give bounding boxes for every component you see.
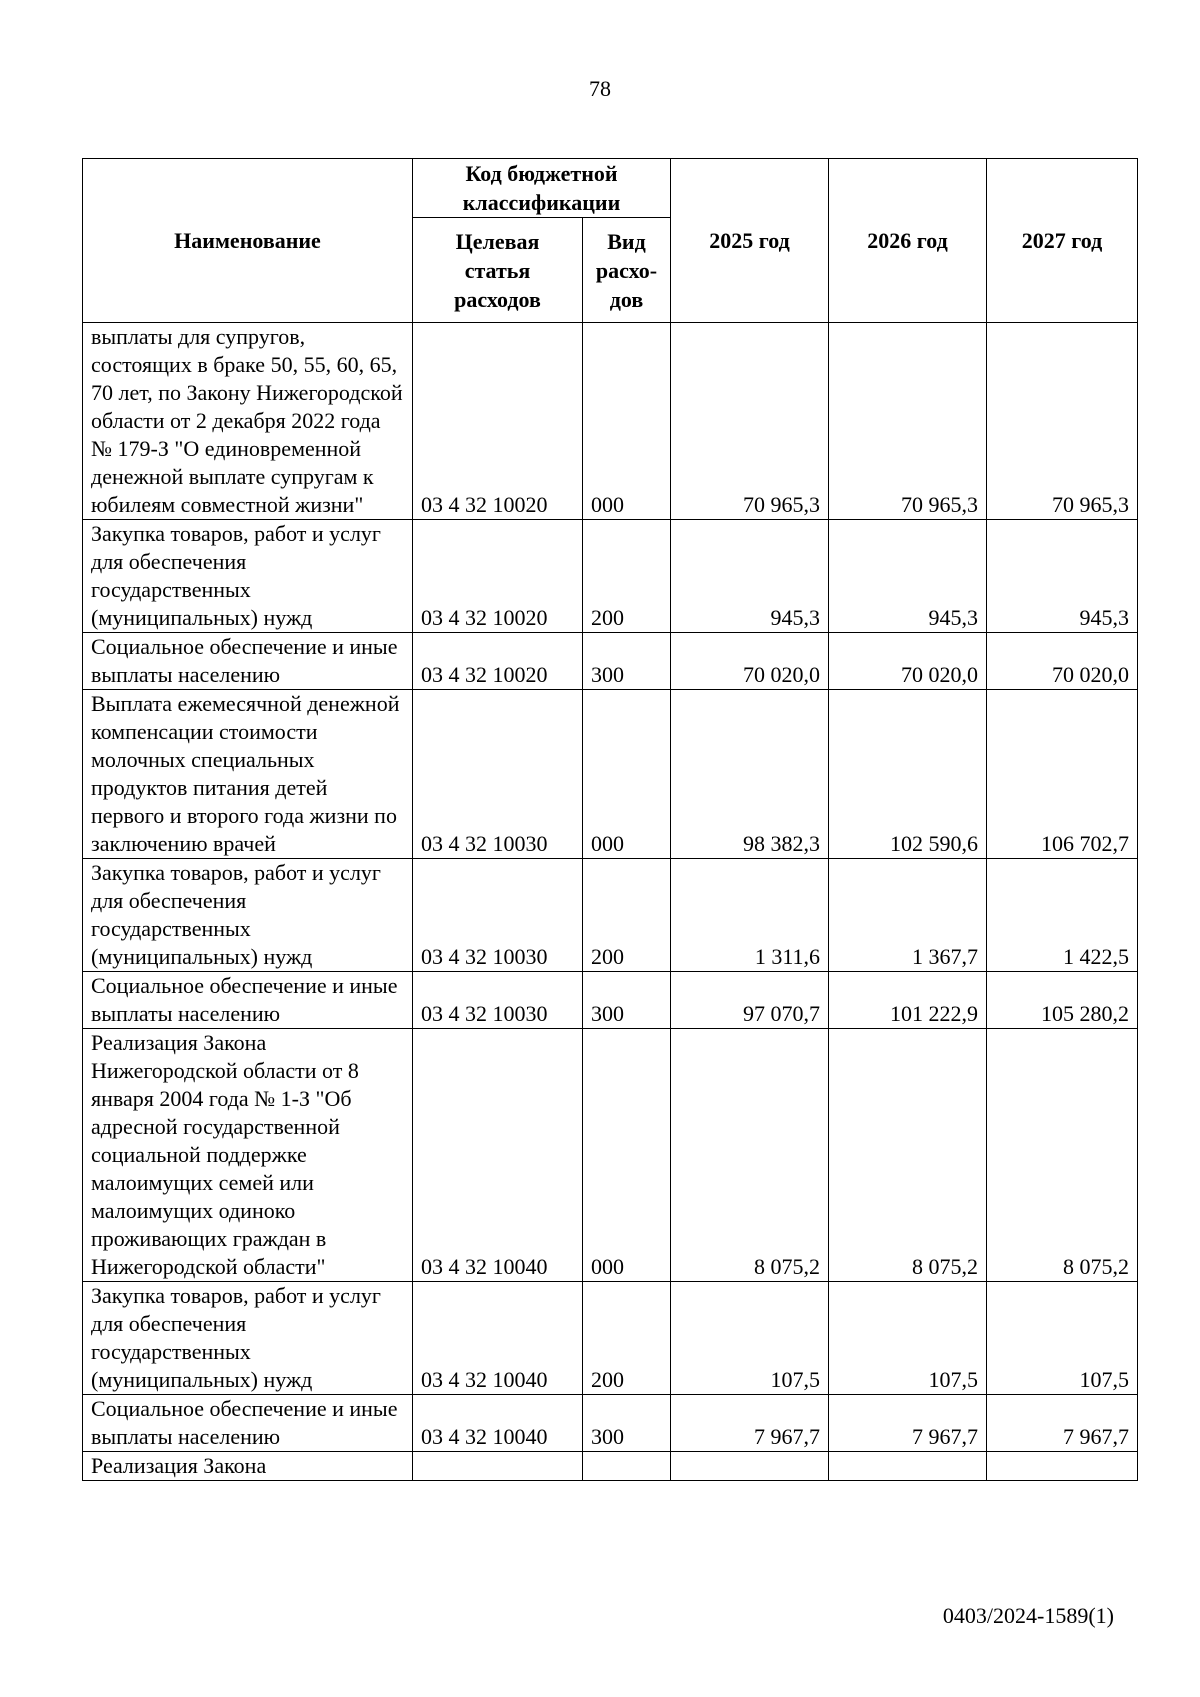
row-amount-2025: 945,3 xyxy=(671,520,829,633)
row-amount-2025: 7 967,7 xyxy=(671,1395,829,1452)
row-amount-2025: 107,5 xyxy=(671,1282,829,1395)
row-name: Закупка товаров, работ и услуг для обеспечения государственных (муниципальных) нужд xyxy=(83,859,413,972)
row-target-code: 03 4 32 10020 xyxy=(413,633,583,690)
row-name: Закупка товаров, работ и услуг для обеспечения государственных (муниципальных) нужд xyxy=(83,520,413,633)
row-amount-2025: 98 382,3 xyxy=(671,690,829,859)
row-amount-2025: 8 075,2 xyxy=(671,1029,829,1282)
row-amount-2027: 7 967,7 xyxy=(987,1395,1138,1452)
row-amount-2026: 1 367,7 xyxy=(829,859,987,972)
header-year-2025: 2025 год xyxy=(671,159,829,323)
row-expense-kind: 300 xyxy=(583,1395,671,1452)
row-target-code: 03 4 32 10040 xyxy=(413,1029,583,1282)
row-expense-kind: 300 xyxy=(583,633,671,690)
row-expense-kind: 000 xyxy=(583,690,671,859)
row-name: выплаты для супругов, состоящих в браке 50, 55, 60, 65, 70 лет, по Закону Нижегородской области от 2 декабря 2022 года № 179-З "О единовременной денежной выплате супругам к юбилеям совместной жизни" xyxy=(83,323,413,520)
row-amount-2025 xyxy=(671,1452,829,1481)
row-name: Социальное обеспечение и иные выплаты населению xyxy=(83,633,413,690)
row-target-code xyxy=(413,1452,583,1481)
table-row xyxy=(83,690,1138,859)
row-amount-2027: 70 965,3 xyxy=(987,323,1138,520)
row-amount-2026: 102 590,6 xyxy=(829,690,987,859)
row-amount-2026: 70 020,0 xyxy=(829,633,987,690)
row-name: Выплата ежемесячной денежной компенсации стоимости молочных специальных продуктов питания детей первого и второго года жизни по заключению врачей xyxy=(83,690,413,859)
page-number: 78 xyxy=(589,76,611,101)
row-name: Реализация Закона xyxy=(83,1452,413,1481)
header-year-2027: 2027 год xyxy=(987,159,1138,323)
budget-table xyxy=(82,158,1138,1481)
table-body xyxy=(83,323,1138,1481)
row-target-code: 03 4 32 10040 xyxy=(413,1282,583,1395)
row-name: Закупка товаров, работ и услуг для обеспечения государственных (муниципальных) нужд xyxy=(83,1282,413,1395)
row-amount-2027: 106 702,7 xyxy=(987,690,1138,859)
row-amount-2026: 107,5 xyxy=(829,1282,987,1395)
row-amount-2025: 97 070,7 xyxy=(671,972,829,1029)
row-amount-2026: 7 967,7 xyxy=(829,1395,987,1452)
table-row xyxy=(83,859,1138,972)
table-row xyxy=(83,1395,1138,1452)
table-header xyxy=(83,159,1138,323)
row-amount-2026: 945,3 xyxy=(829,520,987,633)
table-row xyxy=(83,633,1138,690)
row-amount-2026: 8 075,2 xyxy=(829,1029,987,1282)
row-target-code: 03 4 32 10030 xyxy=(413,972,583,1029)
row-amount-2026 xyxy=(829,1452,987,1481)
header-kind: Вид расхо-дов xyxy=(583,218,671,323)
row-name: Социальное обеспечение и иные выплаты населению xyxy=(83,1395,413,1452)
row-expense-kind xyxy=(583,1452,671,1481)
row-expense-kind: 200 xyxy=(583,520,671,633)
row-amount-2027: 945,3 xyxy=(987,520,1138,633)
row-target-code: 03 4 32 10030 xyxy=(413,690,583,859)
row-expense-kind: 000 xyxy=(583,323,671,520)
row-name: Социальное обеспечение и иные выплаты населению xyxy=(83,972,413,1029)
header-code-group: Код бюджетной классификации xyxy=(413,159,671,218)
row-amount-2025: 1 311,6 xyxy=(671,859,829,972)
row-amount-2026: 101 222,9 xyxy=(829,972,987,1029)
row-amount-2025: 70 020,0 xyxy=(671,633,829,690)
row-amount-2025: 70 965,3 xyxy=(671,323,829,520)
header-year-2026: 2026 год xyxy=(829,159,987,323)
row-target-code: 03 4 32 10040 xyxy=(413,1395,583,1452)
row-amount-2027: 105 280,2 xyxy=(987,972,1138,1029)
row-amount-2027: 107,5 xyxy=(987,1282,1138,1395)
table-row xyxy=(83,323,1138,520)
row-amount-2027 xyxy=(987,1452,1138,1481)
row-amount-2027: 8 075,2 xyxy=(987,1029,1138,1282)
table-row xyxy=(83,1282,1138,1395)
document-number: 0403/2024-1589(1) xyxy=(942,1603,1114,1628)
row-expense-kind: 300 xyxy=(583,972,671,1029)
table-row xyxy=(83,1452,1138,1481)
row-name: Реализация Закона Нижегородской области от 8 января 2004 года № 1-З "Об адресной государственной социальной поддержке малоимущих семей или малоимущих одиноко проживающих граждан в Нижегородской области" xyxy=(83,1029,413,1282)
row-amount-2027: 70 020,0 xyxy=(987,633,1138,690)
row-expense-kind: 000 xyxy=(583,1029,671,1282)
row-expense-kind: 200 xyxy=(583,1282,671,1395)
row-target-code: 03 4 32 10020 xyxy=(413,323,583,520)
row-target-code: 03 4 32 10020 xyxy=(413,520,583,633)
header-name: Наименование xyxy=(83,159,413,323)
table-row xyxy=(83,520,1138,633)
row-amount-2026: 70 965,3 xyxy=(829,323,987,520)
table-row xyxy=(83,1029,1138,1282)
row-amount-2027: 1 422,5 xyxy=(987,859,1138,972)
header-target: Целевая статья расходов xyxy=(413,218,583,323)
row-target-code: 03 4 32 10030 xyxy=(413,859,583,972)
table-row xyxy=(83,972,1138,1029)
row-expense-kind: 200 xyxy=(583,859,671,972)
